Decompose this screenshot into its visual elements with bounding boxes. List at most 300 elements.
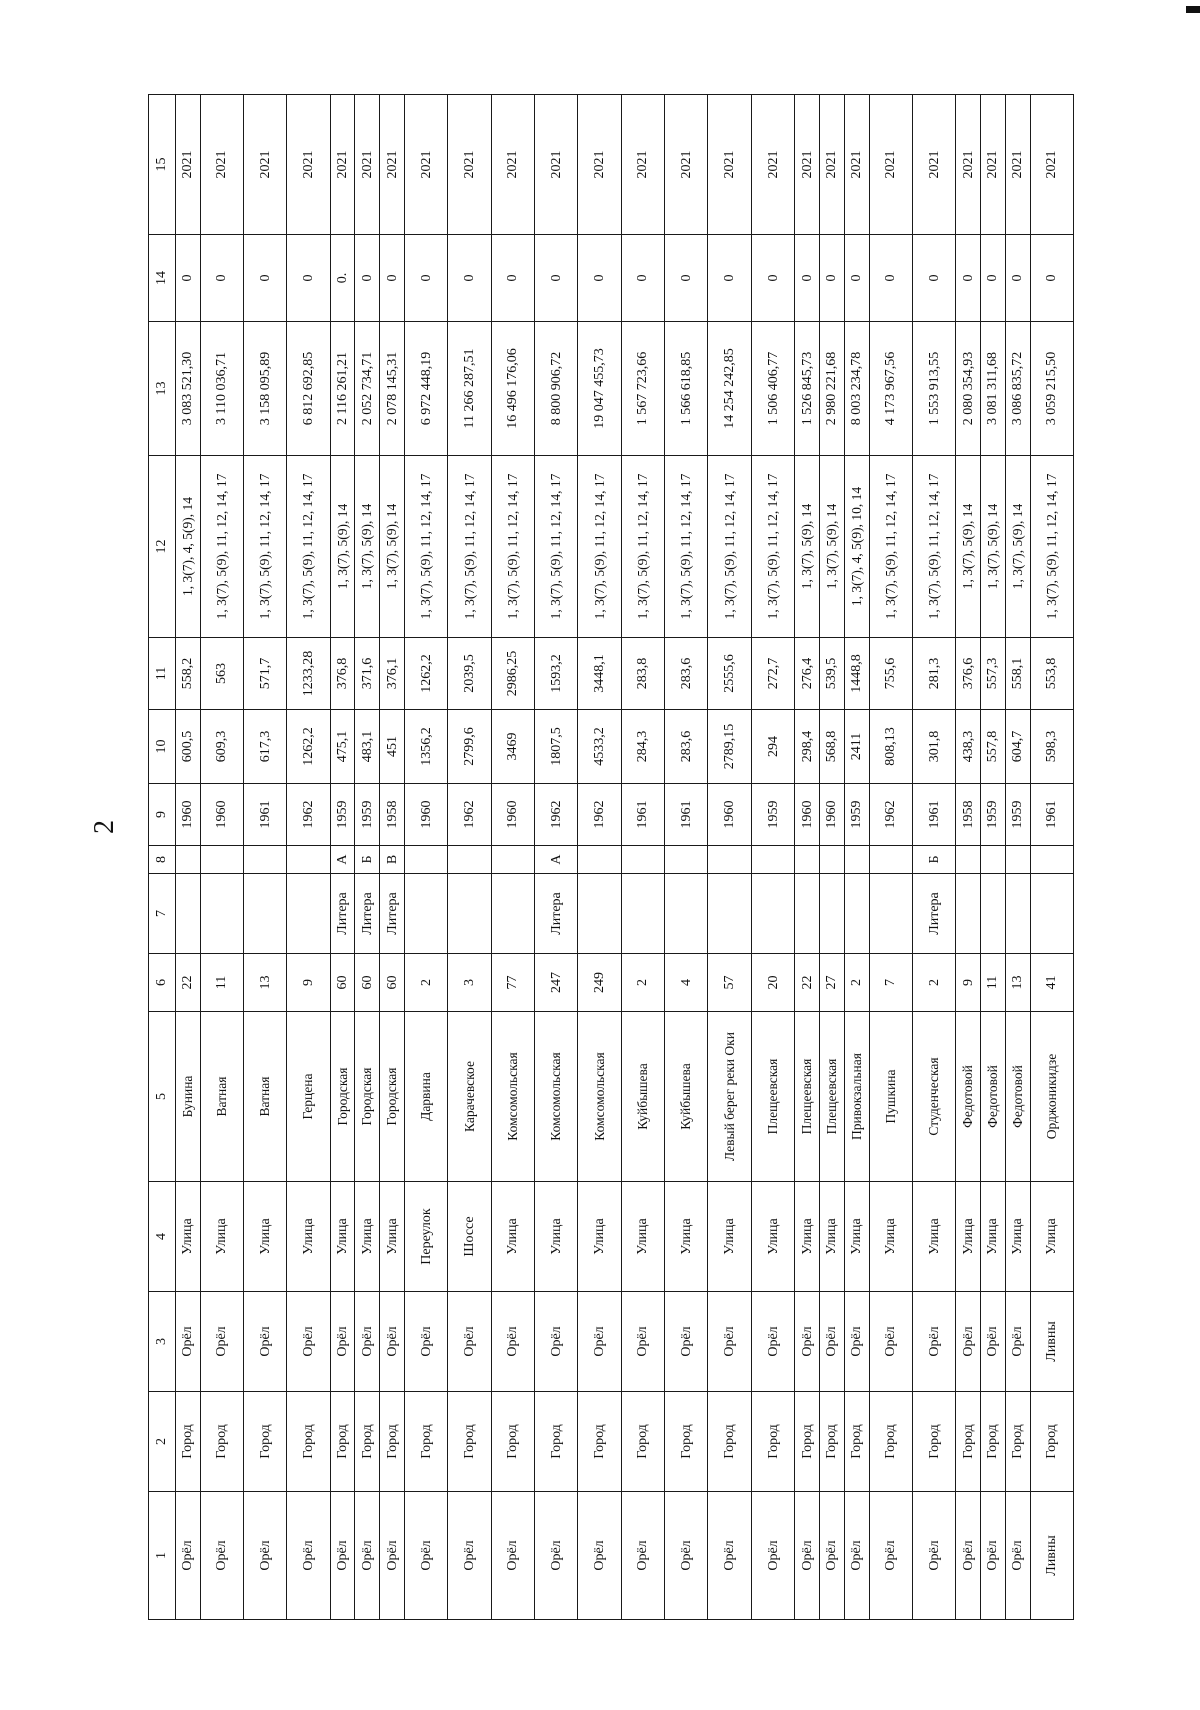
- cell-col-7: [1005, 874, 1030, 954]
- table-row: [869, 95, 912, 1620]
- cell-col-2: Город: [795, 1392, 820, 1492]
- cell-col-5: Куйбышева: [665, 1012, 708, 1182]
- table-row: [380, 95, 405, 1620]
- cell-col-6: 60: [355, 954, 380, 1012]
- cell-col-11: 2555,6: [708, 638, 751, 710]
- cell-col-4: Улица: [819, 1182, 844, 1292]
- cell-col-5: Комсомольская: [491, 1012, 534, 1182]
- cell-col-13: 2 052 734,71: [355, 322, 380, 456]
- cell-col-12: 1, 3(7), 5(9), 11, 12, 14, 17: [912, 456, 955, 638]
- cell-col-13: 2 080 354,93: [956, 322, 981, 456]
- cell-col-15: 2021: [287, 95, 330, 235]
- column-number-11: 11: [149, 638, 176, 710]
- cell-col-11: 276,4: [795, 638, 820, 710]
- cell-col-13: 14 254 242,85: [708, 322, 751, 456]
- cell-col-5: Орджоникидзе: [1030, 1012, 1073, 1182]
- cell-col-9: 1958: [956, 784, 981, 846]
- cell-col-6: 13: [1005, 954, 1030, 1012]
- scan-corner-mark: [1186, 6, 1200, 13]
- cell-col-8: [448, 846, 491, 874]
- cell-col-2: Город: [708, 1392, 751, 1492]
- cell-col-5: Пушкина: [869, 1012, 912, 1182]
- cell-col-1: Орёл: [175, 1492, 200, 1620]
- cell-col-11: 755,6: [869, 638, 912, 710]
- cell-col-5: Карачевское: [448, 1012, 491, 1182]
- cell-col-5: Герцена: [287, 1012, 330, 1182]
- cell-col-5: Ватная: [200, 1012, 243, 1182]
- cell-col-3: Орёл: [819, 1292, 844, 1392]
- cell-col-12: 1, 3(7), 5(9), 11, 12, 14, 17: [404, 456, 447, 638]
- cell-col-1: Орёл: [912, 1492, 955, 1620]
- cell-col-3: Орёл: [243, 1292, 286, 1392]
- cell-col-13: 11 266 287,51: [448, 322, 491, 456]
- cell-col-6: 2: [404, 954, 447, 1012]
- cell-col-2: Город: [819, 1392, 844, 1492]
- cell-col-15: 2021: [956, 95, 981, 235]
- cell-col-10: 284,3: [621, 710, 664, 784]
- cell-col-11: 1233,28: [287, 638, 330, 710]
- cell-col-13: 1 506 406,77: [751, 322, 794, 456]
- cell-col-9: 1961: [243, 784, 286, 846]
- cell-col-14: 0: [578, 235, 621, 322]
- column-number-8: 8: [149, 846, 176, 874]
- column-number-12: 12: [149, 456, 176, 638]
- cell-col-5: Бунина: [175, 1012, 200, 1182]
- cell-col-10: 609,3: [200, 710, 243, 784]
- cell-col-11: 539,5: [819, 638, 844, 710]
- column-number-14: 14: [149, 235, 176, 322]
- cell-col-8: [578, 846, 621, 874]
- cell-col-6: 22: [175, 954, 200, 1012]
- cell-col-13: 3 083 521,30: [175, 322, 200, 456]
- cell-col-4: Шоссе: [448, 1182, 491, 1292]
- cell-col-11: 557,3: [980, 638, 1005, 710]
- cell-col-5: Студенческая: [912, 1012, 955, 1182]
- cell-col-6: 11: [200, 954, 243, 1012]
- cell-col-11: 376,1: [380, 638, 405, 710]
- cell-col-3: Орёл: [578, 1292, 621, 1392]
- cell-col-8: [795, 846, 820, 874]
- cell-col-4: Улица: [175, 1182, 200, 1292]
- cell-col-12: 1, 3(7), 5(9), 11, 12, 14, 17: [751, 456, 794, 638]
- cell-col-14: 0: [355, 235, 380, 322]
- cell-col-4: Улица: [355, 1182, 380, 1292]
- cell-col-11: 563: [200, 638, 243, 710]
- cell-col-8: [491, 846, 534, 874]
- cell-col-1: Орёл: [243, 1492, 286, 1620]
- cell-col-13: 3 059 215,50: [1030, 322, 1073, 456]
- cell-col-8: [956, 846, 981, 874]
- cell-col-8: [751, 846, 794, 874]
- cell-col-4: Улица: [330, 1182, 355, 1292]
- cell-col-12: 1, 3(7), 5(9), 11, 12, 14, 17: [708, 456, 751, 638]
- cell-col-2: Город: [287, 1392, 330, 1492]
- cell-col-10: 283,6: [665, 710, 708, 784]
- table-row: [795, 95, 820, 1620]
- cell-col-4: Улица: [956, 1182, 981, 1292]
- cell-col-8: [243, 846, 286, 874]
- cell-col-15: 2021: [708, 95, 751, 235]
- cell-col-3: Орёл: [535, 1292, 578, 1392]
- table-row: [355, 95, 380, 1620]
- cell-col-12: 1, 3(7), 5(9), 11, 12, 14, 17: [1030, 456, 1073, 638]
- cell-col-7: Литера: [330, 874, 355, 954]
- cell-col-15: 2021: [1030, 95, 1073, 235]
- cell-col-8: [665, 846, 708, 874]
- cell-col-1: Орёл: [751, 1492, 794, 1620]
- cell-col-13: 1 526 845,73: [795, 322, 820, 456]
- cell-col-9: 1959: [844, 784, 869, 846]
- cell-col-14: 0: [1005, 235, 1030, 322]
- cell-col-10: 483,1: [355, 710, 380, 784]
- table-row: [956, 95, 981, 1620]
- cell-col-9: 1961: [912, 784, 955, 846]
- cell-col-4: Улица: [200, 1182, 243, 1292]
- cell-col-4: Улица: [243, 1182, 286, 1292]
- cell-col-13: 19 047 455,73: [578, 322, 621, 456]
- cell-col-12: 1, 3(7), 5(9), 14: [795, 456, 820, 638]
- table-row: [491, 95, 534, 1620]
- cell-col-2: Город: [751, 1392, 794, 1492]
- cell-col-10: 2789,15: [708, 710, 751, 784]
- cell-col-11: 558,2: [175, 638, 200, 710]
- cell-col-4: Улица: [287, 1182, 330, 1292]
- cell-col-11: 1448,8: [844, 638, 869, 710]
- cell-col-2: Город: [404, 1392, 447, 1492]
- cell-col-12: 1, 3(7), 5(9), 11, 12, 14, 17: [621, 456, 664, 638]
- cell-col-11: 1262,2: [404, 638, 447, 710]
- table-row: [819, 95, 844, 1620]
- column-number-2: 2: [149, 1392, 176, 1492]
- cell-col-3: Орёл: [980, 1292, 1005, 1392]
- cell-col-6: 60: [380, 954, 405, 1012]
- cell-col-15: 2021: [869, 95, 912, 235]
- cell-col-7: [200, 874, 243, 954]
- cell-col-9: 1960: [819, 784, 844, 846]
- cell-col-1: Орёл: [287, 1492, 330, 1620]
- table-row: [912, 95, 955, 1620]
- cell-col-15: 2021: [491, 95, 534, 235]
- cell-col-2: Город: [330, 1392, 355, 1492]
- cell-col-3: Ливны: [1030, 1292, 1073, 1392]
- cell-col-3: Орёл: [869, 1292, 912, 1392]
- cell-col-12: 1, 3(7), 5(9), 11, 12, 14, 17: [578, 456, 621, 638]
- cell-col-6: 4: [665, 954, 708, 1012]
- cell-col-14: 0: [175, 235, 200, 322]
- cell-col-5: Куйбышева: [621, 1012, 664, 1182]
- cell-col-14: 0: [448, 235, 491, 322]
- cell-col-5: Федотовой: [1005, 1012, 1030, 1182]
- cell-col-3: Орёл: [448, 1292, 491, 1392]
- cell-col-14: 0: [751, 235, 794, 322]
- cell-col-7: [243, 874, 286, 954]
- cell-col-2: Город: [665, 1392, 708, 1492]
- cell-col-6: 9: [956, 954, 981, 1012]
- cell-col-11: 2986,25: [491, 638, 534, 710]
- cell-col-10: 1262,2: [287, 710, 330, 784]
- cell-col-14: 0: [287, 235, 330, 322]
- cell-col-1: Орёл: [535, 1492, 578, 1620]
- cell-col-2: Город: [912, 1392, 955, 1492]
- cell-col-13: 1 567 723,66: [621, 322, 664, 456]
- cell-col-2: Город: [980, 1392, 1005, 1492]
- cell-col-14: 0: [795, 235, 820, 322]
- cell-col-13: 6 812 692,85: [287, 322, 330, 456]
- table-row: [535, 95, 578, 1620]
- cell-col-3: Орёл: [912, 1292, 955, 1392]
- cell-col-13: 1 566 618,85: [665, 322, 708, 456]
- cell-col-15: 2021: [621, 95, 664, 235]
- cell-col-4: Улица: [844, 1182, 869, 1292]
- cell-col-3: Орёл: [1005, 1292, 1030, 1392]
- cell-col-7: [404, 874, 447, 954]
- cell-col-5: Федотовой: [956, 1012, 981, 1182]
- cell-col-2: Город: [175, 1392, 200, 1492]
- cell-col-14: 0: [200, 235, 243, 322]
- cell-col-11: 272,7: [751, 638, 794, 710]
- cell-col-7: [491, 874, 534, 954]
- cell-col-3: Орёл: [708, 1292, 751, 1392]
- cell-col-4: Улица: [912, 1182, 955, 1292]
- cell-col-6: 9: [287, 954, 330, 1012]
- cell-col-13: 2 078 145,31: [380, 322, 405, 456]
- cell-col-15: 2021: [665, 95, 708, 235]
- cell-col-6: 3: [448, 954, 491, 1012]
- cell-col-8: А: [535, 846, 578, 874]
- cell-col-2: Город: [578, 1392, 621, 1492]
- cell-col-10: 438,3: [956, 710, 981, 784]
- cell-col-2: Город: [380, 1392, 405, 1492]
- cell-col-9: 1959: [1005, 784, 1030, 846]
- cell-col-15: 2021: [844, 95, 869, 235]
- cell-col-14: 0: [708, 235, 751, 322]
- housing-register-table: [148, 94, 1074, 1620]
- cell-col-4: Улица: [708, 1182, 751, 1292]
- cell-col-2: Город: [448, 1392, 491, 1492]
- cell-col-4: Улица: [491, 1182, 534, 1292]
- cell-col-1: Орёл: [956, 1492, 981, 1620]
- cell-col-4: Улица: [535, 1182, 578, 1292]
- cell-col-1: Орёл: [578, 1492, 621, 1620]
- cell-col-14: 0: [491, 235, 534, 322]
- cell-col-2: Город: [200, 1392, 243, 1492]
- cell-col-7: [287, 874, 330, 954]
- column-number-13: 13: [149, 322, 176, 456]
- cell-col-13: 3 081 311,68: [980, 322, 1005, 456]
- cell-col-12: 1, 3(7), 5(9), 14: [380, 456, 405, 638]
- table-row: [844, 95, 869, 1620]
- cell-col-1: Орёл: [844, 1492, 869, 1620]
- cell-col-10: 3469: [491, 710, 534, 784]
- cell-col-10: 600,5: [175, 710, 200, 784]
- cell-col-1: Орёл: [980, 1492, 1005, 1620]
- column-number-15: 15: [149, 95, 176, 235]
- table-row: [404, 95, 447, 1620]
- cell-col-13: 8 800 906,72: [535, 322, 578, 456]
- cell-col-9: 1960: [795, 784, 820, 846]
- cell-col-12: 1, 3(7), 5(9), 14: [980, 456, 1005, 638]
- cell-col-15: 2021: [912, 95, 955, 235]
- cell-col-7: [795, 874, 820, 954]
- cell-col-5: Ватная: [243, 1012, 286, 1182]
- cell-col-12: 1, 3(7), 5(9), 14: [819, 456, 844, 638]
- cell-col-12: 1, 3(7), 5(9), 11, 12, 14, 17: [243, 456, 286, 638]
- cell-col-3: Орёл: [330, 1292, 355, 1392]
- cell-col-13: 2 980 221,68: [819, 322, 844, 456]
- cell-col-11: 3448,1: [578, 638, 621, 710]
- cell-col-15: 2021: [535, 95, 578, 235]
- cell-col-5: Дарвина: [404, 1012, 447, 1182]
- cell-col-1: Орёл: [621, 1492, 664, 1620]
- cell-col-14: 0: [1030, 235, 1073, 322]
- cell-col-10: 557,8: [980, 710, 1005, 784]
- cell-col-12: 1, 3(7), 5(9), 11, 12, 14, 17: [491, 456, 534, 638]
- cell-col-10: 1356,2: [404, 710, 447, 784]
- cell-col-7: Литера: [380, 874, 405, 954]
- cell-col-6: 249: [578, 954, 621, 1012]
- cell-col-3: Орёл: [621, 1292, 664, 1392]
- cell-col-1: Орёл: [665, 1492, 708, 1620]
- cell-col-15: 2021: [380, 95, 405, 235]
- cell-col-12: 1, 3(7), 5(9), 11, 12, 14, 17: [448, 456, 491, 638]
- cell-col-12: 1, 3(7), 5(9), 11, 12, 14, 17: [535, 456, 578, 638]
- cell-col-11: 558,1: [1005, 638, 1030, 710]
- cell-col-13: 6 972 448,19: [404, 322, 447, 456]
- cell-col-8: [708, 846, 751, 874]
- cell-col-8: А: [330, 846, 355, 874]
- cell-col-3: Орёл: [404, 1292, 447, 1392]
- cell-col-7: [1030, 874, 1073, 954]
- column-number-row: [149, 95, 176, 1620]
- cell-col-8: [1030, 846, 1073, 874]
- cell-col-14: 0: [404, 235, 447, 322]
- cell-col-1: Орёл: [819, 1492, 844, 1620]
- cell-col-15: 2021: [795, 95, 820, 235]
- cell-col-9: 1958: [380, 784, 405, 846]
- cell-col-10: 808,13: [869, 710, 912, 784]
- column-number-4: 4: [149, 1182, 176, 1292]
- cell-col-3: Орёл: [200, 1292, 243, 1392]
- cell-col-6: 41: [1030, 954, 1073, 1012]
- cell-col-9: 1959: [330, 784, 355, 846]
- cell-col-6: 2: [844, 954, 869, 1012]
- cell-col-7: [708, 874, 751, 954]
- cell-col-9: 1962: [869, 784, 912, 846]
- cell-col-4: Улица: [795, 1182, 820, 1292]
- cell-col-15: 2021: [448, 95, 491, 235]
- cell-col-15: 2021: [330, 95, 355, 235]
- cell-col-10: 298,4: [795, 710, 820, 784]
- cell-col-11: 283,8: [621, 638, 664, 710]
- cell-col-4: Улица: [665, 1182, 708, 1292]
- cell-col-4: Улица: [1005, 1182, 1030, 1292]
- cell-col-10: 301,8: [912, 710, 955, 784]
- cell-col-4: Улица: [578, 1182, 621, 1292]
- table-row: [980, 95, 1005, 1620]
- cell-col-5: Федотовой: [980, 1012, 1005, 1182]
- cell-col-13: 3 086 835,72: [1005, 322, 1030, 456]
- cell-col-7: [621, 874, 664, 954]
- cell-col-5: Комсомольская: [535, 1012, 578, 1182]
- cell-col-14: 0: [621, 235, 664, 322]
- cell-col-14: 0.: [330, 235, 355, 322]
- cell-col-3: Орёл: [665, 1292, 708, 1392]
- column-number-10: 10: [149, 710, 176, 784]
- cell-col-5: Левый берег реки Оки: [708, 1012, 751, 1182]
- cell-col-7: [175, 874, 200, 954]
- cell-col-10: 568,8: [819, 710, 844, 784]
- cell-col-1: Орёл: [448, 1492, 491, 1620]
- cell-col-6: 7: [869, 954, 912, 1012]
- cell-col-5: Привокзальная: [844, 1012, 869, 1182]
- cell-col-7: [956, 874, 981, 954]
- cell-col-2: Город: [243, 1392, 286, 1492]
- cell-col-1: Орёл: [355, 1492, 380, 1620]
- cell-col-13: 3 110 036,71: [200, 322, 243, 456]
- cell-col-10: 4533,2: [578, 710, 621, 784]
- page-number: 2: [89, 820, 120, 834]
- cell-col-8: [1005, 846, 1030, 874]
- cell-col-6: 20: [751, 954, 794, 1012]
- cell-col-11: 571,7: [243, 638, 286, 710]
- cell-col-10: 2411: [844, 710, 869, 784]
- cell-col-5: Комсомольская: [578, 1012, 621, 1182]
- cell-col-12: 1, 3(7), 5(9), 14: [355, 456, 380, 638]
- cell-col-4: Переулок: [404, 1182, 447, 1292]
- cell-col-6: 22: [795, 954, 820, 1012]
- cell-col-6: 27: [819, 954, 844, 1012]
- cell-col-15: 2021: [751, 95, 794, 235]
- cell-col-12: 1, 3(7), 5(9), 14: [330, 456, 355, 638]
- cell-col-12: 1, 3(7), 4, 5(9), 10, 14: [844, 456, 869, 638]
- cell-col-6: 60: [330, 954, 355, 1012]
- cell-col-1: Орёл: [491, 1492, 534, 1620]
- cell-col-15: 2021: [175, 95, 200, 235]
- cell-col-9: 1961: [665, 784, 708, 846]
- cell-col-8: [287, 846, 330, 874]
- cell-col-3: Орёл: [355, 1292, 380, 1392]
- cell-col-3: Орёл: [380, 1292, 405, 1392]
- cell-col-8: [980, 846, 1005, 874]
- cell-col-8: [200, 846, 243, 874]
- cell-col-12: 1, 3(7), 5(9), 11, 12, 14, 17: [869, 456, 912, 638]
- cell-col-7: [819, 874, 844, 954]
- cell-col-13: 16 496 176,06: [491, 322, 534, 456]
- cell-col-7: [751, 874, 794, 954]
- cell-col-5: Городская: [330, 1012, 355, 1182]
- cell-col-4: Улица: [380, 1182, 405, 1292]
- table-row: [175, 95, 200, 1620]
- cell-col-9: 1960: [175, 784, 200, 846]
- cell-col-6: 77: [491, 954, 534, 1012]
- cell-col-9: 1960: [491, 784, 534, 846]
- cell-col-2: Город: [355, 1392, 380, 1492]
- cell-col-13: 2 116 261,21: [330, 322, 355, 456]
- cell-col-15: 2021: [819, 95, 844, 235]
- cell-col-7: [578, 874, 621, 954]
- cell-col-10: 604,7: [1005, 710, 1030, 784]
- cell-col-9: 1959: [751, 784, 794, 846]
- cell-col-3: Орёл: [956, 1292, 981, 1392]
- cell-col-2: Город: [956, 1392, 981, 1492]
- table-row: [200, 95, 243, 1620]
- cell-col-3: Орёл: [795, 1292, 820, 1392]
- cell-col-11: 1593,2: [535, 638, 578, 710]
- cell-col-12: 1, 3(7), 5(9), 11, 12, 14, 17: [200, 456, 243, 638]
- cell-col-13: 3 158 095,89: [243, 322, 286, 456]
- rotated-table-container: [148, 95, 1074, 1620]
- cell-col-1: Орёл: [404, 1492, 447, 1620]
